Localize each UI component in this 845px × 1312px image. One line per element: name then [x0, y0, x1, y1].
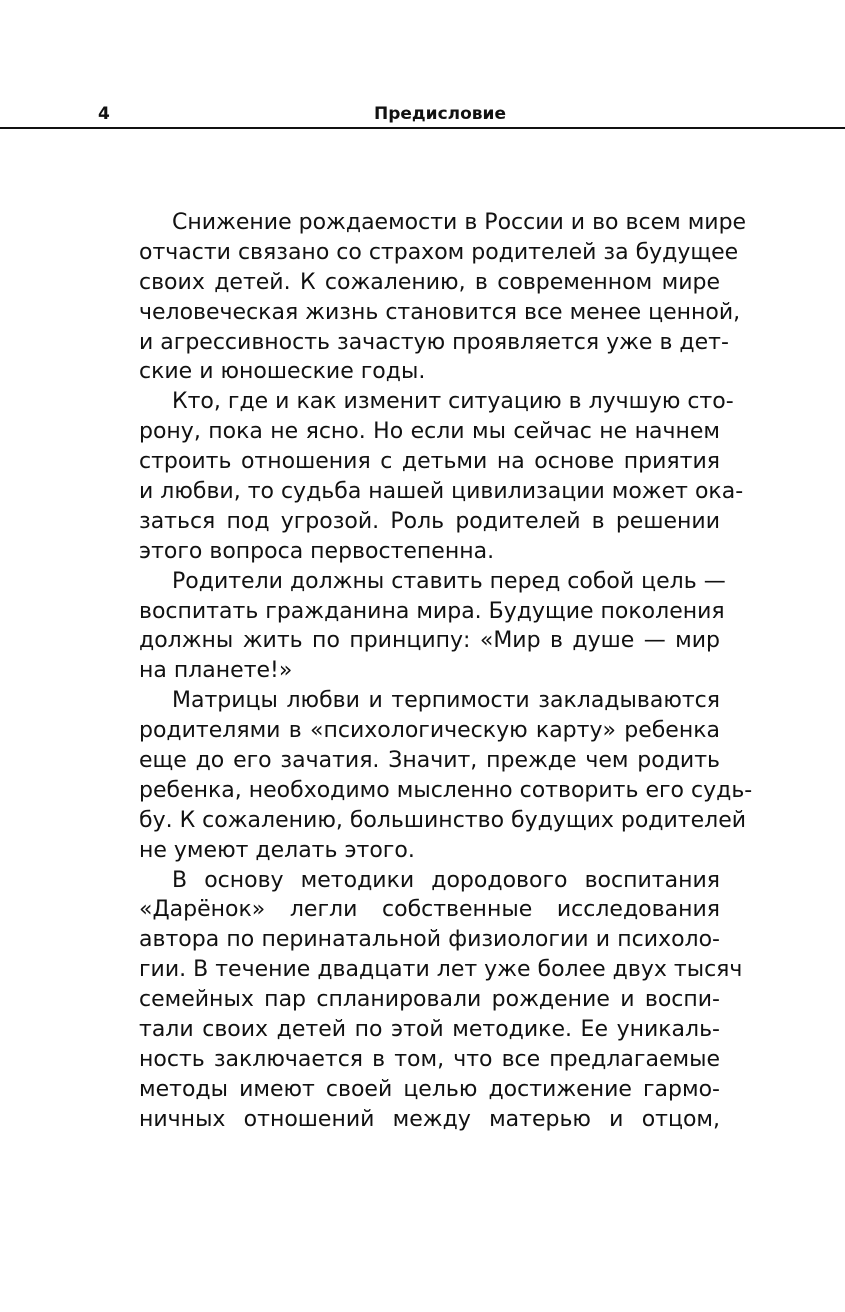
- text-line: заться под угрозой. Роль родителей в решении: [139, 508, 720, 534]
- page-header: [0, 0, 845, 129]
- text-line: семейных пар спланировали рождение и воспи-: [139, 987, 720, 1013]
- text-line: родителями в «психологическую карту» ребенка: [139, 718, 720, 744]
- text-line: Кто, где и как изменит ситуацию в лучшую сто-: [172, 389, 734, 415]
- text-line: и агрессивность зачастую проявляется уже в дет-: [139, 329, 729, 355]
- text-line: должны жить по принципу: «Мир в душе — мир: [139, 628, 720, 654]
- text-line: Снижение рождаемости в России и во всем мире: [172, 210, 747, 235]
- text-line: этого вопроса первостепенна.: [139, 538, 495, 564]
- text-line: на планете!»: [139, 658, 293, 684]
- text-line: воспитать гражданина мира. Будущие поколения: [139, 598, 725, 624]
- header-rule: [0, 127, 845, 129]
- text-line: строить отношения с детьми на основе приятия: [139, 449, 720, 475]
- text-line: не умеют делать этого.: [139, 837, 415, 863]
- text-line: и любви, то судьба нашей цивилизации может ока-: [139, 479, 744, 505]
- text-line: «Дарёнок» легли собственные исследования: [139, 897, 720, 923]
- text-line: ничных отношений между матерью и отцом,: [139, 1106, 720, 1132]
- text-line: еще до его зачатия. Значит, прежде чем родить: [139, 748, 720, 774]
- text-line: В основу методики дородового воспитания: [172, 867, 720, 893]
- text-line: тали своих детей по этой методике. Ее уникаль-: [139, 1017, 720, 1043]
- text-line: ность заключается в том, что все предлагаемые: [139, 1046, 720, 1072]
- text-line: Родители должны ставить перед собой цель —: [172, 568, 726, 594]
- text-line: бу. К сожалению, большинство будущих родителей: [139, 807, 747, 833]
- text-line: автора по перинатальной физиологии и психоло-: [139, 927, 720, 953]
- body-text: [139, 208, 753, 1135]
- page-number: 4: [98, 104, 110, 124]
- text-line: человеческая жизнь становится все менее ценной,: [139, 299, 741, 325]
- text-line: Матрицы любви и терпимости закладываются: [172, 688, 720, 714]
- text-line: ребенка, необходимо мысленно сотворить его судь-: [139, 777, 753, 803]
- text-line: отчасти связано со страхом родителей за будущее: [139, 239, 739, 265]
- text-line: своих детей. К сожалению, в современном мире: [139, 269, 720, 295]
- text-line: методы имеют своей целью достижение гармо-: [139, 1076, 720, 1102]
- text-line: ские и юношеские годы.: [139, 359, 426, 385]
- running-title: Предисловие: [374, 104, 506, 124]
- text-line: гии. В течение двадцати лет уже более двух тысяч: [139, 957, 743, 983]
- text-line: рону, пока не ясно. Но если мы сейчас не начнем: [139, 419, 720, 445]
